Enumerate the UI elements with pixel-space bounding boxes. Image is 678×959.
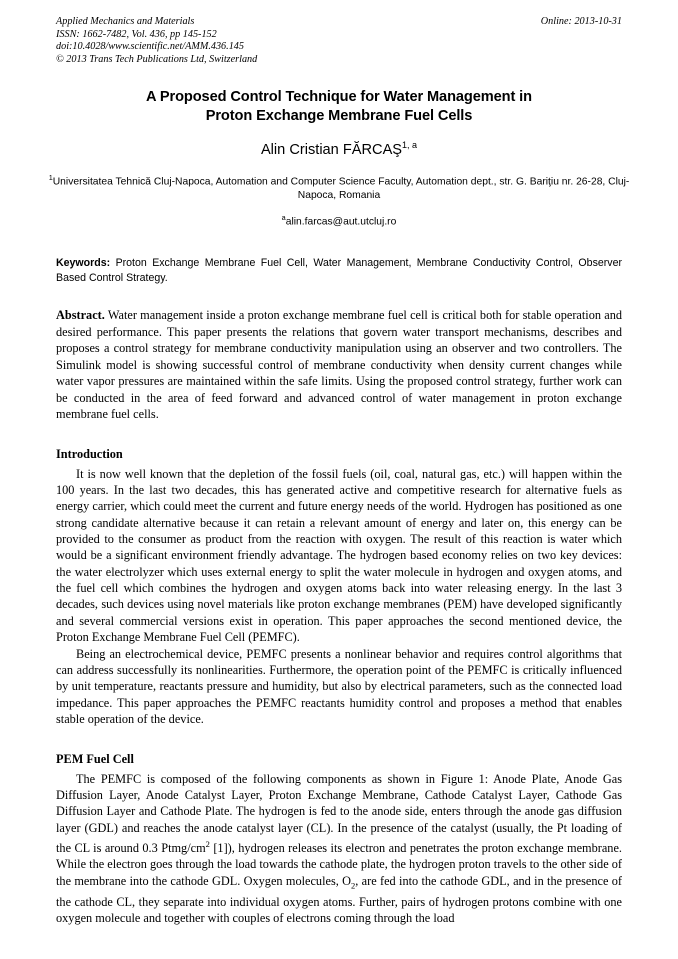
email-marker: a <box>281 213 286 223</box>
affiliation-block <box>33 171 645 202</box>
keywords-text: Proton Exchange Membrane Fuel Cell, Water Management, Membrane Conductivity Control, Observer Based Control Strategy. <box>56 257 622 284</box>
introduction-paragraph-1: It is now well known that the depletion of the fossil fuels (oil, coal, natural gas, etc.) will happen within the 100 years. In the last two decades, this has generated active and competitive research for alternative fuels as energy carrier, which could meet the current and future energy needs of the world. Hydrogen has positioned as one strong candidate alternative because it can retain a relevant amount of energy and later on, this energy can be provided to the consumer as product from the reaction with oxygen. The result of this reaction is water which would be a significant environment friendly advantage. The hydrogen based economy relies on two key devices: the water electrolyzer which uses external energy to split the water molecule in hydrogen and oxygen atoms, and the fuel cell which combines the hydrogen and oxygen atoms back into water releasing energy. In the last 3 decades, such devices using novel materials like proton exchange membranes (PEM) have developed significantly and several commercial versions exist in operation. This paper approaches the second mentioned device, the Proton Exchange Membrane Fuel Cell (PEMFC). <box>56 466 622 645</box>
pem-para-part-b: [1]), hydrogen releases its electron and penetrates the proton exchange membrane. While the electron goes through the load towards the cathode plate, the hydrogen proton travels to the other side of the membrane into the cathode GDL. Oxygen molecules, O <box>56 841 622 888</box>
journal-header <box>56 16 622 66</box>
pem-para-part-c: , are fed into the cathode GDL, and in the presence of the cathode CL, they separate into individual oxygen atoms. Further, pairs of hydrogen protons combine with one oxygen molecule and together with couples of electrons coming through the load <box>56 873 622 925</box>
author-line <box>56 136 622 159</box>
abstract-text: Water management inside a proton exchange membrane fuel cell is critical both for stable operation and desired performance. This paper presents the relations that govern water transport mechanisms, describes and proposes a control strategy for membrane conductivity manipulation using an observer and two controllers. The Simulink model is showing successful control of membrane conductivity when density current changes while water vapor pressures are maintained within the safe limits. Using the proposed control strategy, further work can be conducted in the area of feed forward and advanced control of water management in proton exchange membrane fuel cells. <box>56 308 622 421</box>
affiliation-line-1: Universitatea Tehnică Cluj-Napoca, Automation and Computer Science Faculty, Automation dept., <box>52 176 497 188</box>
section-heading-introduction: Introduction <box>56 447 123 462</box>
journal-header-left <box>56 16 476 66</box>
page-title <box>56 88 622 126</box>
subscript-oxygen-two: 2 <box>351 880 356 891</box>
author-email-line <box>56 211 622 229</box>
title-line-1: A Proposed Control Technique for Water Management in <box>146 89 532 106</box>
journal-copyright-line: © 2013 Trans Tech Publications Ltd, Switzerland <box>56 53 258 65</box>
pem-para-part-a: The PEMFC is composed of the following components as shown in Figure 1: Anode Plate, Anode Gas Diffusion Layer, Anode Catalyst Layer, Proton Exchange Membrane, Cathode Catalyst Layer, Cathode Gas Diffusion Layer and Cathode Plate. The hydrogen is fed to the anode side, enters through the anode gas diffusion layer (GDL) and reaches the anode catalyst layer (CL). In the presence of the catalyst (usually, the Pt loading of the CL is around 0.3 Ptmg/cm <box>56 771 622 856</box>
abstract-block <box>56 307 622 422</box>
journal-doi-line: doi:10.4028/www.scientific.net/AMM.436.145 <box>56 41 244 53</box>
title-line-2: Proton Exchange Membrane Fuel Cells <box>205 108 473 125</box>
section-heading-pem-fuel-cell: PEM Fuel Cell <box>56 752 134 767</box>
abstract-label: Abstract. <box>56 308 105 323</box>
author-name: Alin Cristian FĂRCAŞ <box>260 142 403 159</box>
author-affiliation-marker: 1, a <box>402 140 418 151</box>
superscript-square-units: 2 <box>205 839 210 850</box>
introduction-paragraph-2: Being an electrochemical device, PEMFC presents a nonlinear behavior and requires control algorithms that can address successfully its nonlinearities. Furthermore, the operation point of the PEMFC is critically influenced by unit temperature, reactants pressure and humidity, but also by electrical parameters, such as the connected load impedance. This paper approaches the PEMFC reactants humidity control and proposes a method that enables stable operation of the device. <box>56 646 622 726</box>
journal-name: Applied Mechanics and Materials <box>56 16 195 27</box>
keywords-block <box>56 256 622 285</box>
author-email[interactable]: alin.farcas@aut.utcluj.ro <box>285 216 397 228</box>
page-content <box>48 16 630 926</box>
pem-fuel-cell-paragraph-1 <box>56 771 622 927</box>
affiliation-marker: 1 <box>48 173 53 183</box>
online-date: Online: 2013-10-31 <box>540 16 622 27</box>
keywords-label: Keywords: <box>56 257 111 270</box>
journal-issn-line: ISSN: 1662-7482, Vol. 436, pp 145-152 <box>56 28 217 40</box>
affiliation-line-2: str. G. Bariţiu nr. 26-28, Cluj-Napoca, Romania <box>297 176 630 202</box>
